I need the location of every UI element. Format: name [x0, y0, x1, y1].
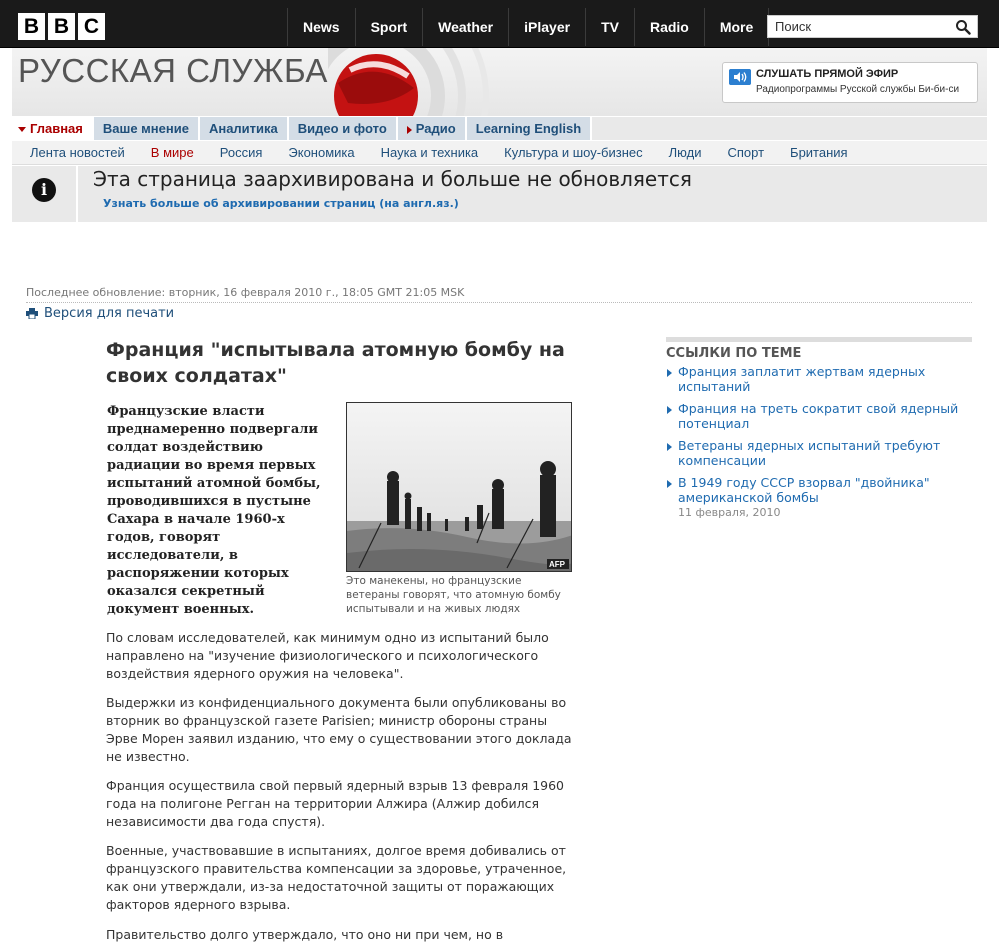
nav-tv[interactable]: TV — [585, 8, 634, 46]
section-nav — [12, 141, 987, 165]
tab-home[interactable] — [12, 117, 94, 140]
logo-letter-b2: B — [48, 13, 75, 40]
related-link-date: 11 февраля, 2010 — [678, 506, 781, 519]
archive-title: Эта страница заархивирована и больше не обновляется — [93, 167, 692, 191]
list-item — [666, 364, 972, 394]
tab-opinion[interactable]: Ваше мнение — [94, 117, 200, 140]
archive-more-link[interactable]: Узнать больше об архивировании страниц (на англ.яз.) — [103, 197, 459, 210]
print-version[interactable] — [26, 306, 174, 321]
tab-analysis[interactable]: Аналитика — [200, 117, 289, 140]
article-paragraph: Военные, участвовавшие в испытаниях, долгое время добивались от французского правительства компенсации за здоровье, утраченное, как они утверждали, из-за недостаточной защиты от поражающих факторов ядерного взрыва. — [106, 843, 567, 912]
article-paragraph: Выдержки из конфиденциального документа были опубликованы во вторник во французской газете Parisien; министр обороны страны Эрве Морен заявил изданию, что ему о существовании этого доклада не известно. — [106, 695, 572, 764]
arrow-bullet-icon — [667, 406, 672, 414]
listen-live-button[interactable] — [722, 62, 978, 103]
subnav-news-feed[interactable]: Лента новостей — [30, 145, 125, 160]
search-input[interactable] — [768, 16, 948, 37]
listen-live-subtitle: Радиопрограммы Русской службы Би-би-си — [756, 84, 960, 95]
chevron-right-icon — [407, 126, 412, 134]
search-box — [767, 15, 978, 38]
primary-tabs — [12, 117, 987, 140]
divider — [26, 302, 972, 303]
logo-letter-b1: B — [18, 13, 45, 40]
arrow-bullet-icon — [667, 443, 672, 451]
search-icon[interactable] — [955, 19, 971, 35]
subnav-science[interactable]: Наука и техника — [380, 145, 479, 160]
nav-sport[interactable]: Sport — [355, 8, 423, 46]
nav-weather[interactable]: Weather — [422, 8, 508, 46]
arrow-bullet-icon — [667, 369, 672, 377]
speaker-icon — [729, 69, 751, 85]
printer-icon — [26, 308, 38, 319]
article-photo — [346, 402, 572, 572]
archive-notice — [12, 166, 987, 222]
logo-letter-c: C — [78, 13, 105, 40]
bbc-globe-icon — [328, 48, 528, 116]
subnav-sport[interactable]: Спорт — [727, 145, 765, 160]
listen-live-title: СЛУШАТЬ ПРЯМОЙ ЭФИР — [756, 68, 899, 80]
related-link[interactable]: Франция на треть сократит свой ядерный потенциал — [678, 401, 959, 431]
list-item — [666, 475, 972, 519]
subnav-russia[interactable]: Россия — [219, 145, 263, 160]
nav-news[interactable]: News — [287, 8, 355, 46]
related-link[interactable]: В 1949 году СССР взорвал "двойника" американской бомбы — [678, 475, 930, 505]
article-paragraph: Франция осуществила свой первый ядерный взрыв 13 февраля 1960 года на полигоне Регган на территории Алжира (Алжир добился независимости два года спустя). — [106, 778, 565, 829]
article-lead: Французские власти преднамеренно подвергали солдат воздействию радиации во время первых испытаний атомной бомбы, проводившихся в пустыне Сахара в начале 1960-х годов, говорят исследователи, в распоряжении которых оказался секретный документ военных. — [107, 404, 321, 617]
related-links-title: ССЫЛКИ ПО ТЕМЕ — [666, 346, 802, 361]
article-paragraph: Правительство долго утверждало, что оно ни при чем, но в — [106, 927, 504, 942]
subnav-economy[interactable]: Экономика — [288, 145, 355, 160]
tab-radio[interactable] — [398, 117, 467, 140]
subnav-britain[interactable]: Британия — [790, 145, 848, 160]
nav-more[interactable]: More — [704, 8, 769, 46]
global-nav — [287, 8, 769, 46]
print-version-link[interactable]: Версия для печати — [44, 306, 175, 321]
photo-credit: AFP — [549, 560, 565, 569]
service-name[interactable]: РУССКАЯ СЛУЖБА — [18, 52, 328, 89]
related-links-list — [666, 364, 972, 519]
tab-home-label: Главная — [30, 121, 83, 136]
chevron-down-icon — [18, 127, 26, 132]
divider — [76, 166, 78, 222]
bbc-logo[interactable] — [18, 13, 105, 40]
subnav-people[interactable]: Люди — [668, 145, 702, 160]
list-item — [666, 438, 972, 468]
list-item — [666, 401, 972, 431]
nav-iplayer[interactable]: iPlayer — [508, 8, 585, 46]
tab-learning-english[interactable]: Learning English — [467, 117, 592, 140]
service-header — [12, 48, 987, 116]
subnav-culture[interactable]: Культура и шоу-бизнес — [504, 145, 643, 160]
test-site-photo — [347, 403, 572, 572]
subnav-world[interactable]: В мире — [150, 145, 194, 160]
arrow-bullet-icon — [667, 480, 672, 488]
related-link[interactable]: Ветераны ядерных испытаний требуют компенсации — [678, 438, 941, 468]
related-links — [666, 337, 972, 526]
info-icon: i — [32, 178, 56, 202]
article-headline: Франция "испытывала атомную бомбу на своих солдатах" — [106, 339, 565, 387]
article-paragraph: По словам исследователей, как минимум одно из испытаний было направлено на "изучение физиологического и психологического воздействия ядерного оружия на человека". — [106, 630, 549, 681]
tab-radio-label: Радио — [415, 121, 456, 136]
nav-radio[interactable]: Radio — [634, 8, 704, 46]
photo-caption: Это манекены, но французские ветераны говорят, что атомную бомбу испытывали и на живых людях — [346, 575, 561, 615]
last-updated: Последнее обновление: вторник, 16 февраля 2010 г., 18:05 GMT 21:05 MSK — [26, 286, 465, 299]
tab-video-photo[interactable]: Видео и фото — [289, 117, 398, 140]
bbc-top-bar — [0, 0, 999, 48]
related-link[interactable]: Франция заплатит жертвам ядерных испытаний — [678, 364, 926, 394]
